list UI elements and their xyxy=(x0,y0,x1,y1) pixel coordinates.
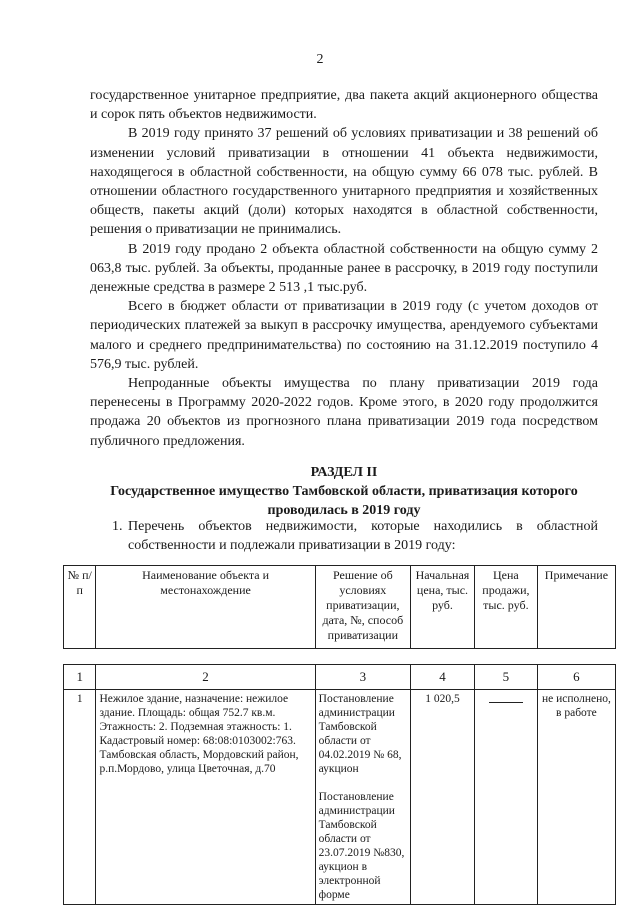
body-text xyxy=(90,86,598,451)
section-title: РАЗДЕЛ II xyxy=(310,465,378,480)
header-sale-price: Цена продажи, тыс. руб. xyxy=(474,566,537,649)
paragraph: Непроданные объекты имущества по плану приватизации 2019 года перенесены в Программу 2020-2022 годов. Кроме этого, в 2020 году продолжится продажа 20 объектов из прогнозного плана приватизации 2019 года посредством публичного предложения. xyxy=(90,376,598,449)
paragraph: В 2019 году продано 2 объекта областной собственности на общую сумму 2 063,8 тыс. рублей. За объекты, проданные ранее в рассрочку, в 2019 году поступили денежные средства в размере 2 513 ,1 тыс.руб. xyxy=(90,241,598,296)
empty-dash xyxy=(489,692,523,703)
section-heading xyxy=(90,463,598,520)
list-item-text: Перечень объектов недвижимости, которые находились в областной собственности и подлежали приватизации в 2019 году: xyxy=(128,519,598,553)
column-number: 6 xyxy=(537,665,615,690)
header-start-price: Начальная цена, тыс. руб. xyxy=(411,566,475,649)
list-item xyxy=(90,517,598,555)
row-note: не исполнено, в работе xyxy=(537,690,615,905)
table-header-row xyxy=(64,566,616,649)
paragraph: государственное унитарное предприятие, два пакета акций акционерного общества и сорок пять объектов недвижимости. xyxy=(90,88,598,123)
page-number: 2 xyxy=(316,52,324,67)
header-num: № п/п xyxy=(64,566,96,649)
paragraph: Всего в бюджет области от приватизации в 2019 году (с учетом доходов от периодических платежей за выкуп в рассрочку имущества, арендуемого субъектами малого и среднего предпринимательства) по состоянию на 31.12.2019 поступило 4 576,9 тыс. рублей. xyxy=(90,299,598,372)
row-num: 1 xyxy=(64,690,96,905)
column-number: 1 xyxy=(64,665,96,690)
list-item-number: 1. xyxy=(112,519,123,534)
decision-1: Постановление администрации Тамбовской области от 04.02.2019 № 68, аукцион xyxy=(318,693,402,775)
header-note: Примечание xyxy=(537,566,615,649)
column-number: 4 xyxy=(411,665,475,690)
column-number: 2 xyxy=(96,665,315,690)
row-start-price: 1 020,5 xyxy=(411,690,475,905)
column-number-row xyxy=(64,665,616,690)
paragraph: В 2019 году принято 37 решений об условиях приватизации и 38 решений об изменении условий приватизации в отношении 41 объекта недвижимости, находящегося в областной собственности, на общую сумму 66 078 тыс. рублей. В отношении областного государственного унитарного предприятия и хозяйственных обществ, пакеты акций (доли) которых находятся в областной собственности, решения о приватизации не принимались. xyxy=(90,126,598,238)
row-decision xyxy=(315,690,410,905)
decision-2: Постановление администрации Тамбовской области от 23.07.2019 №830, аукцион в электронной форме xyxy=(318,791,405,901)
header-name: Наименование объекта и местонахождение xyxy=(96,566,315,649)
table-header xyxy=(63,565,616,649)
row-name: Нежилое здание, назначение: нежилое здание. Площадь: общая 752.7 кв.м. Этажность: 2. Подземная этажность: 1. Кадастровый номер: 68:08:0103002:763. Тамбовская область, Мордовский район, р.п.Мордово, улица Цветочная, д.70 xyxy=(96,690,315,905)
table-body xyxy=(63,664,616,905)
column-number: 5 xyxy=(474,665,537,690)
table-row xyxy=(64,690,616,905)
column-number: 3 xyxy=(315,665,410,690)
header-decision: Решение об условиях приватизации, дата, №, способ приватизации xyxy=(315,566,410,649)
section-subtitle: Государственное имущество Тамбовской области, приватизация которого проводилась в 2019 году xyxy=(110,484,578,518)
row-sale-price xyxy=(474,690,537,905)
